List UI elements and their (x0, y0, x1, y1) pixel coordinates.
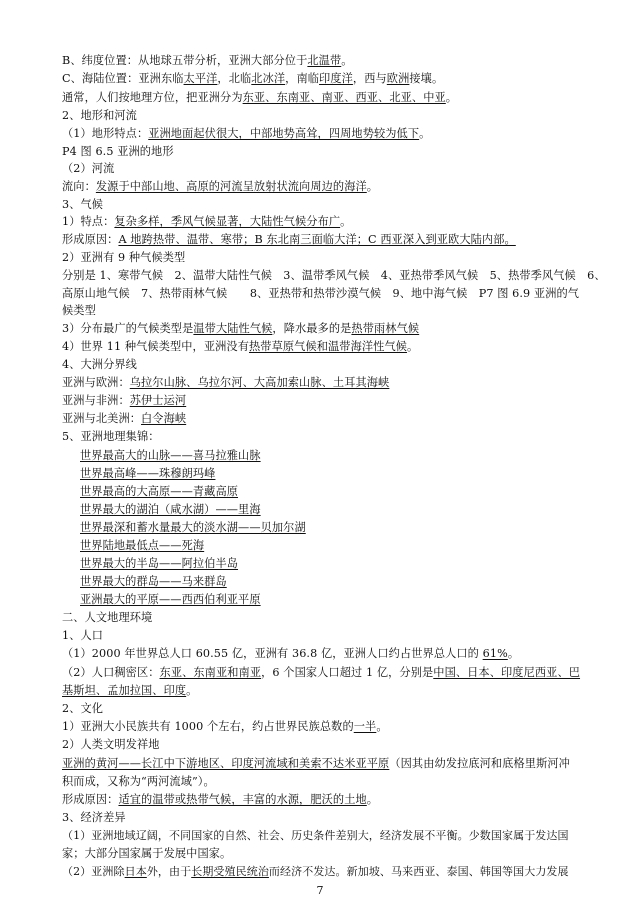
section-heading: 2、文化 (62, 702, 104, 715)
text-line: 亚洲与欧洲：乌拉尔山脉、乌拉尔河、大高加索山脉、土耳其海峡 (62, 376, 390, 389)
text-line: 1）亚洲大小民族共有 1000 个左右，约占世界民族总数的一半。 (62, 720, 388, 733)
sub-heading: （2）河流 (62, 162, 115, 175)
text-line: 亚洲与非洲：苏伊士运河 (62, 394, 187, 407)
fact-item: 世界最高的大高原——青藏高原 (80, 485, 239, 498)
text-line: 亚洲与北美洲：白令海峡 (62, 412, 187, 425)
section-heading: 5、亚洲地理集锦： (62, 430, 160, 443)
section-heading: 1、人口 (62, 629, 104, 642)
text-line: 形成原因：A 地跨热带、温带、寒带；B 东北南三面临大洋；C 西亚深入到亚欧大陆内部。 (62, 233, 516, 246)
text-line: 高原山地气候 7、热带雨林气候 8、亚热带和热带沙漠气候 9、地中海气候 P7 图 6.9 亚洲的气 (62, 287, 580, 300)
fact-item: 世界最大的群岛——马来群岛 (80, 575, 227, 588)
text-line: 基斯坦、孟加拉国、印度。 (62, 684, 198, 697)
section-heading: 3、经济差异 (62, 811, 126, 824)
text-line: 积而成，又称为“两河流域”）。 (62, 775, 215, 788)
text-line: （1）地形特点：亚洲地面起伏很大，中部地势高耸，四周地势较为低下。 (62, 127, 431, 140)
text-line: 家；大部分国家属于发展中国家。 (62, 847, 232, 860)
section-heading: 3、气候 (62, 198, 104, 211)
text-line: （1）2000 年世界总人口 60.55 亿，亚洲有 36.8 亿，亚洲人口约占世界总人口的 61%。 (62, 647, 520, 660)
text-line: 亚洲的黄河——长江中下游地区、印度河流域和美索不达米亚平原（因其由幼发拉底河和底格里斯河冲 (62, 757, 570, 770)
section-heading: 4、大洲分界线 (62, 358, 137, 371)
fact-item: 世界最高大的山脉——喜马拉雅山脉 (80, 449, 261, 462)
text-line: C、海陆位置：亚洲东临太平洋，北临北冰洋，南临印度洋，西与欧洲接壤。 (62, 72, 444, 85)
text-line: 流向：发源于中部山地、高原的河流呈放射状流向周边的海洋。 (62, 180, 379, 193)
text-line: 通常，人们按地理方位，把亚洲分为东亚、东南亚、南亚、西亚、北亚、中亚。 (62, 91, 458, 104)
text-line: 2）亚洲有 9 种气候类型 (62, 251, 186, 264)
text-line: 1）特点：复杂多样，季风气候显著，大陆性气候分布广。 (62, 215, 352, 228)
text-line: （1）亚洲地域辽阔，不同国家的自然、社会、历史条件差别大，经济发展不平衡。少数国家属于发达国 (62, 829, 569, 842)
fact-item: 亚洲最大的平原——西西伯利亚平原 (80, 593, 261, 606)
text-line: B、纬度位置：从地球五带分析，亚洲大部分位于北温带。 (62, 54, 353, 67)
page-number: 7 (316, 884, 324, 897)
text-line: 分别是 1、寒带气候 2、温带大陆性气候 3、温带季风气候 4、亚热带季风气候 5、热带季风气候 6、 (62, 269, 606, 282)
text-line: （2）人口稠密区：东亚、东南亚和南亚，6 个国家人口超过 1 亿，分别是中国、日本、印度尼西亚、巴 (62, 666, 581, 679)
fact-item: 世界陆地最低点——死海 (80, 539, 205, 552)
chapter-heading: 二、人文地理环境 (62, 611, 153, 624)
text-line: 4）世界 11 种气候类型中，亚洲没有热带草原气候和温带海洋性气候。 (62, 340, 419, 353)
fact-item: 世界最高峰——珠穆朗玛峰 (80, 467, 216, 480)
text-line: 形成原因：适宜的温带或热带气候，丰富的水源，肥沃的土地。 (62, 793, 379, 806)
text-line: （2）亚洲除日本外，由于长期受殖民统治而经济不发达。新加坡、马来西亚、泰国、韩国等国大力发展 (62, 865, 569, 878)
fact-item: 世界最大的湖泊（咸水湖）——里海 (80, 503, 261, 516)
text-line: 3）分布最广的气候类型是温带大陆性气候，降水最多的是热带雨林气候 (62, 322, 420, 335)
fact-item: 世界最深和蓄水量最大的淡水湖——贝加尔湖 (80, 521, 306, 534)
figure-reference: P4 图 6.5 亚洲的地形 (62, 145, 174, 158)
section-heading: 2、地形和河流 (62, 109, 137, 122)
text-line: 2）人类文明发祥地 (62, 738, 160, 751)
fact-item: 世界最大的半岛——阿拉伯半岛 (80, 557, 239, 570)
text-line: 候类型 (62, 304, 96, 317)
